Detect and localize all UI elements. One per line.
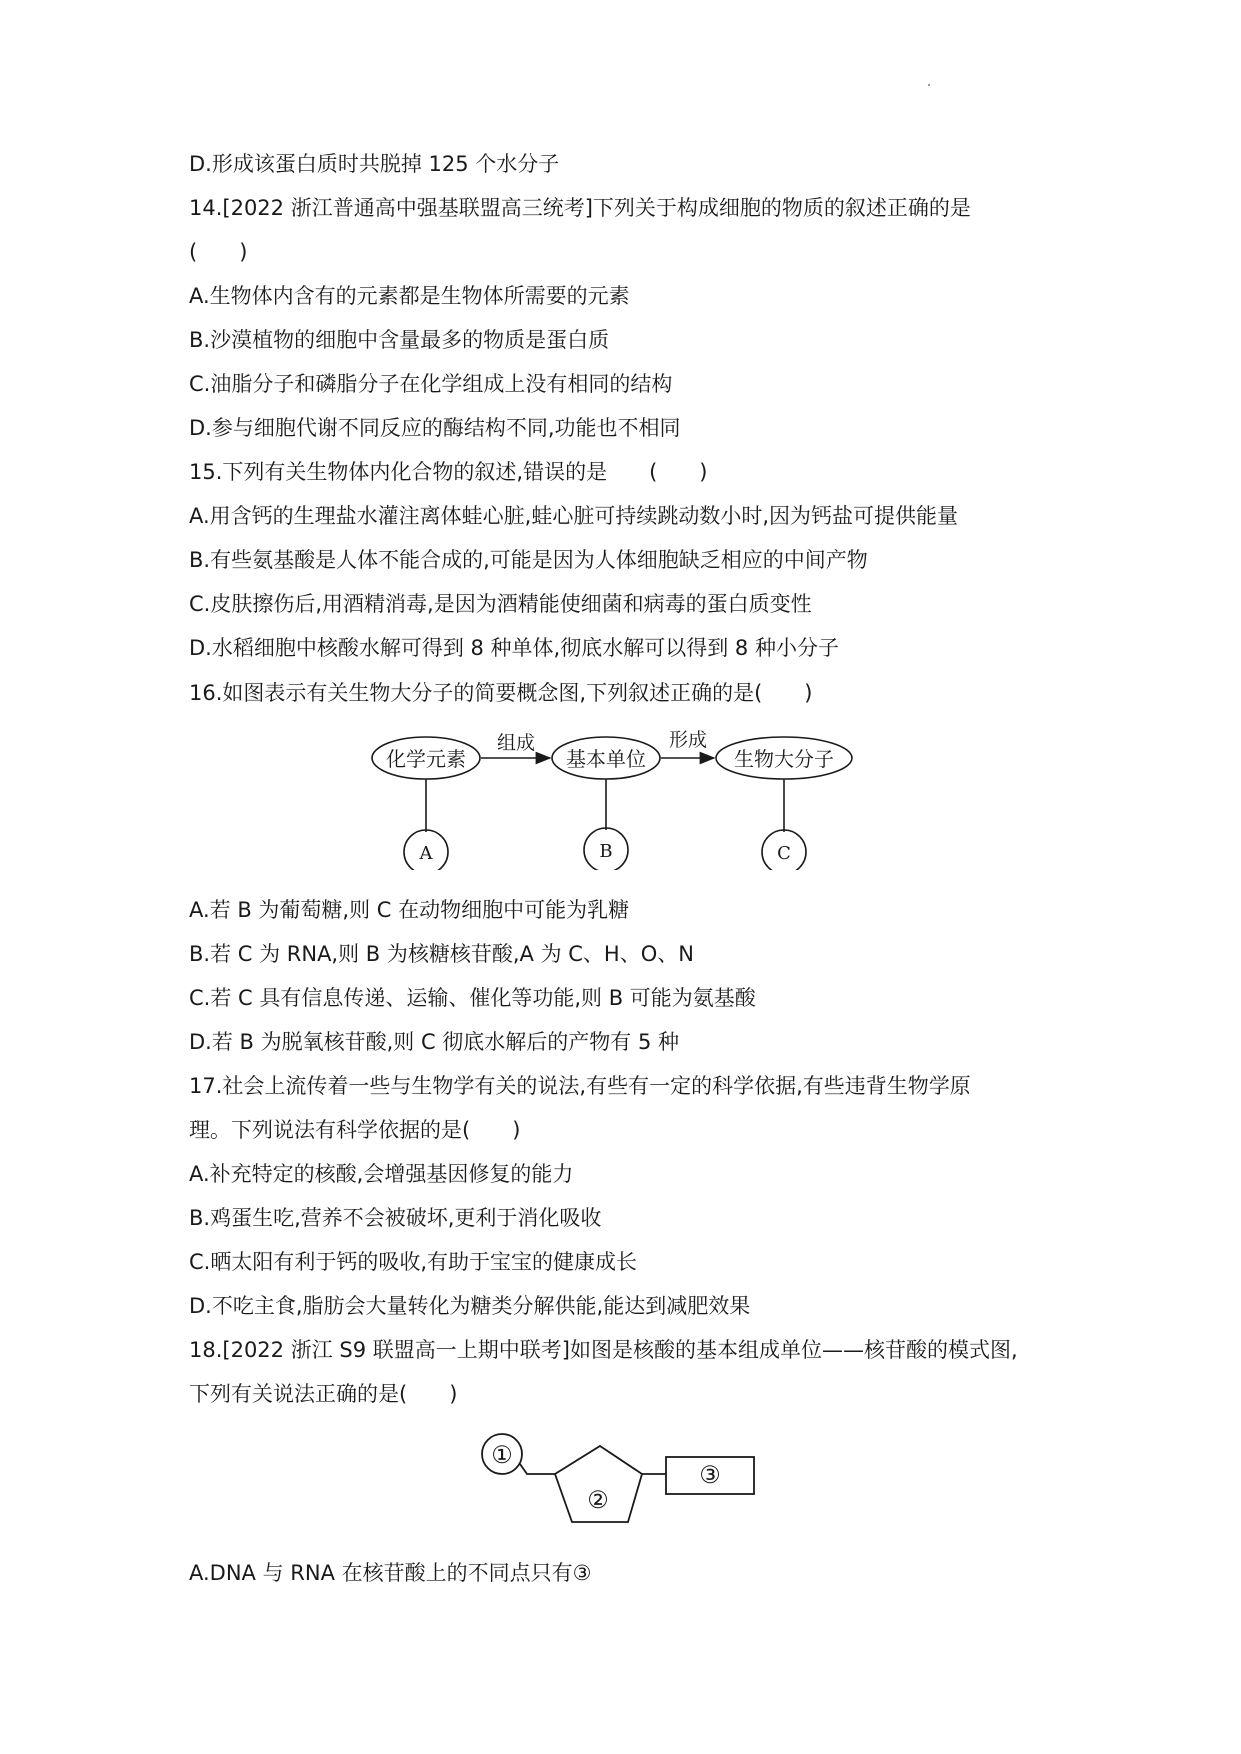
q13-option-d: D.形成该蛋白质时共脱掉 125 个水分子 bbox=[189, 152, 560, 176]
page-mark bbox=[928, 84, 930, 86]
q17-stem-line2: 理。下列说法有科学依据的是( ) bbox=[189, 1118, 521, 1142]
svg-text:①: ① bbox=[491, 1441, 513, 1469]
q17-option-b: B.鸡蛋生吃,营养不会被破坏,更利于消化吸收 bbox=[189, 1206, 602, 1230]
q16-option-d: D.若 B 为脱氧核苷酸,则 C 彻底水解后的产物有 5 种 bbox=[189, 1030, 680, 1054]
q14-stem: 14.[2022 浙江普通高中强基联盟高三统考]下列关于构成细胞的物质的叙述正确的是 bbox=[189, 196, 971, 220]
svg-text:B: B bbox=[599, 841, 613, 862]
svg-text:A: A bbox=[419, 843, 433, 864]
arrow-compose-label: 组成 bbox=[496, 732, 536, 754]
q15-option-a: A.用含钙的生理盐水灌注离体蛙心脏,蛙心脏可持续跳动数小时,因为钙盐可提供能量 bbox=[189, 504, 959, 528]
node-macromolecule bbox=[716, 737, 852, 779]
arrow-form-label: 形成 bbox=[668, 729, 708, 751]
q16-stem: 16.如图表示有关生物大分子的简要概念图,下列叙述正确的是( ) bbox=[189, 681, 813, 705]
circle-a bbox=[404, 830, 448, 870]
node-basic-unit bbox=[552, 737, 660, 779]
q16-concept-diagram bbox=[370, 725, 870, 870]
q15-stem: 15.下列有关生物体内化合物的叙述,错误的是 ( ) bbox=[189, 460, 708, 484]
q18-stem-line2: 下列有关说法正确的是( ) bbox=[189, 1382, 458, 1406]
circle-c bbox=[762, 830, 806, 870]
base-rectangle bbox=[666, 1457, 754, 1494]
phosphate-circle bbox=[482, 1434, 522, 1474]
svg-text:②: ② bbox=[587, 1486, 609, 1514]
q14-answer-bracket: ( ) bbox=[189, 240, 248, 264]
pentose-pentagon bbox=[555, 1446, 642, 1522]
q14-option-c: C.油脂分子和磷脂分子在化学组成上没有相同的结构 bbox=[189, 372, 673, 396]
q14-option-d: D.参与细胞代谢不同反应的酶结构不同,功能也不相同 bbox=[189, 416, 681, 440]
q16-option-c: C.若 C 具有信息传递、运输、催化等功能,则 B 可能为氨基酸 bbox=[189, 986, 756, 1010]
circle-b bbox=[584, 828, 628, 870]
q17-option-d: D.不吃主食,脂肪会大量转化为糖类分解供能,能达到减肥效果 bbox=[189, 1294, 751, 1318]
q14-option-a: A.生物体内含有的元素都是生物体所需要的元素 bbox=[189, 284, 630, 308]
q16-option-b: B.若 C 为 RNA,则 B 为核糖核苷酸,A 为 C、H、O、N bbox=[189, 942, 694, 966]
node-chemical-elements bbox=[372, 737, 480, 779]
q15-option-c: C.皮肤擦伤后,用酒精消毒,是因为酒精能使细菌和病毒的蛋白质变性 bbox=[189, 592, 812, 616]
q18-stem-line1: 18.[2022 浙江 S9 联盟高一上期中联考]如图是核酸的基本组成单位——核苷酸的模式图, bbox=[189, 1338, 1018, 1362]
svg-text:基本单位: 基本单位 bbox=[566, 747, 646, 771]
q18-option-a: A.DNA 与 RNA 在核苷酸上的不同点只有③ bbox=[189, 1561, 592, 1585]
svg-text:③: ③ bbox=[699, 1461, 721, 1489]
q17-option-a: A.补充特定的核酸,会增强基因修复的能力 bbox=[189, 1162, 574, 1186]
q14-option-b: B.沙漠植物的细胞中含量最多的物质是蛋白质 bbox=[189, 328, 610, 352]
q18-nucleotide-diagram bbox=[470, 1428, 770, 1533]
svg-text:C: C bbox=[777, 843, 791, 864]
q17-option-c: C.晒太阳有利于钙的吸收,有助于宝宝的健康成长 bbox=[189, 1250, 638, 1274]
q15-option-b: B.有些氨基酸是人体不能合成的,可能是因为人体细胞缺乏相应的中间产物 bbox=[189, 548, 868, 572]
svg-text:生物大分子: 生物大分子 bbox=[734, 747, 834, 771]
q16-option-a: A.若 B 为葡萄糖,则 C 在动物细胞中可能为乳糖 bbox=[189, 898, 630, 922]
q15-option-d: D.水稻细胞中核酸水解可得到 8 种单体,彻底水解可以得到 8 种小分子 bbox=[189, 636, 839, 660]
svg-text:化学元素: 化学元素 bbox=[386, 747, 466, 771]
q17-stem-line1: 17.社会上流传着一些与生物学有关的说法,有些有一定的科学依据,有些违背生物学原 bbox=[189, 1074, 971, 1098]
